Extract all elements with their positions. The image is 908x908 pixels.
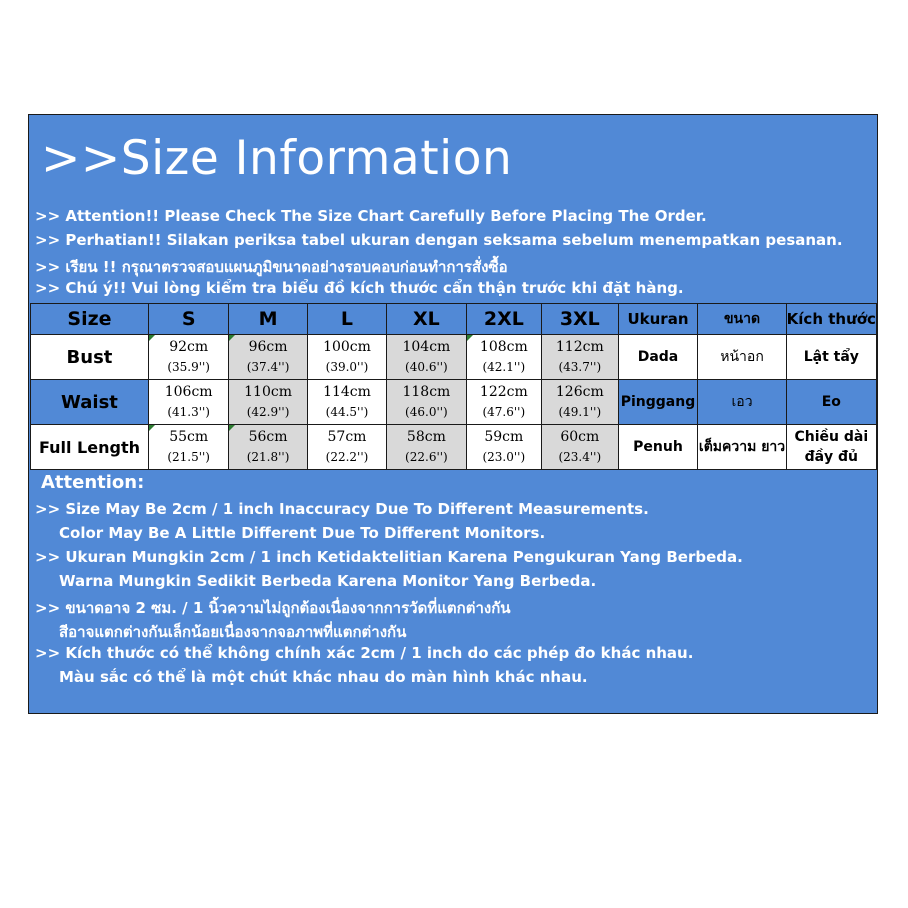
cell-waist-vi: Eo: [786, 380, 876, 425]
cell-length-3xl: 60cm (23.4''): [542, 425, 618, 470]
size-chart-table: [30, 303, 877, 470]
header-size-s: S: [148, 304, 228, 335]
attention-title: Attention:: [41, 472, 145, 493]
table-row-full-length: [31, 425, 877, 470]
cell-bust-2xl: 108cm (42.1''): [466, 335, 541, 380]
cell-bust-vi: Lật tẩy: [786, 335, 876, 380]
notice-english: >> Attention!! Please Check The Size Chart Carefully Before Placing The Order.: [35, 207, 707, 225]
attention-line: >> Size May Be 2cm / 1 inch Inaccuracy Due To Different Measurements.: [35, 500, 649, 518]
notice-indonesian: >> Perhatian!! Silakan periksa tabel ukuran dengan seksama sebelum menempatkan pesanan.: [35, 231, 843, 249]
header-size-3xl: 3XL: [542, 304, 618, 335]
cell-length-s: 55cm (21.5''): [148, 425, 228, 470]
table-row-bust: [31, 335, 877, 380]
cell-bust-s: 92cm (35.9''): [148, 335, 228, 380]
cell-bust-l: 100cm (39.0''): [307, 335, 386, 380]
size-info-panel: [28, 114, 878, 714]
page-title: >>Size Information: [41, 131, 513, 186]
cell-bust-m: 96cm (37.4''): [229, 335, 307, 380]
cell-length-2xl: 59cm (23.0''): [466, 425, 541, 470]
row-label-bust: Bust: [31, 335, 149, 380]
cell-bust-id: Dada: [618, 335, 698, 380]
attention-line: >> ขนาดอาจ 2 ซม. / 1 นิ้วความไม่ถูกต้องเนื่องจากการวัดที่แตกต่างกัน: [35, 599, 511, 617]
header-size-m: M: [229, 304, 307, 335]
cell-length-xl: 58cm (22.6''): [387, 425, 466, 470]
cell-length-id: Penuh: [618, 425, 698, 470]
cell-waist-id: Pinggang: [618, 380, 698, 425]
attention-line: Warna Mungkin Sedikit Berbeda Karena Monitor Yang Berbeda.: [59, 572, 597, 590]
cell-waist-l: 114cm (44.5''): [307, 380, 386, 425]
header-thai-size: ขนาด: [698, 304, 786, 335]
attention-line: >> Ukuran Mungkin 2cm / 1 inch Ketidaktelitian Karena Pengukuran Yang Berbeda.: [35, 548, 743, 566]
header-size-2xl: 2XL: [466, 304, 541, 335]
attention-line: Màu sắc có thể là một chút khác nhau do màn hình khác nhau.: [59, 668, 588, 686]
cell-waist-th: เอว: [698, 380, 786, 425]
cell-waist-xl: 118cm (46.0''): [387, 380, 466, 425]
table-header-row: [31, 304, 877, 335]
cell-bust-3xl: 112cm (43.7''): [542, 335, 618, 380]
header-kich-thuoc: Kích thước: [786, 304, 876, 335]
cell-bust-th: หน้าอก: [698, 335, 786, 380]
cell-length-l: 57cm (22.2''): [307, 425, 386, 470]
row-label-full-length: Full Length: [31, 425, 149, 470]
notice-vietnamese: >> Chú ý!! Vui lòng kiểm tra biểu đồ kích thước cẩn thận trước khi đặt hàng.: [35, 279, 684, 297]
cell-length-vi: Chiều dài đầy đủ: [786, 425, 876, 470]
header-size: Size: [31, 304, 149, 335]
header-size-xl: XL: [387, 304, 466, 335]
cell-length-th: เต็มความ ยาว: [698, 425, 786, 470]
attention-line: >> Kích thước có thể không chính xác 2cm / 1 inch do các phép đo khác nhau.: [35, 644, 694, 662]
notice-thai: >> เรียน !! กรุณาตรวจสอบแผนภูมิขนาดอย่างรอบคอบก่อนทำการสั่งซื้อ: [35, 258, 508, 276]
attention-line: สีอาจแตกต่างกันเล็กน้อยเนื่องจากจอภาพที่แตกต่างกัน: [59, 623, 407, 641]
cell-waist-s: 106cm (41.3''): [148, 380, 228, 425]
row-label-waist: Waist: [31, 380, 149, 425]
cell-length-m: 56cm (21.8''): [229, 425, 307, 470]
table-row-waist: [31, 380, 877, 425]
cell-bust-xl: 104cm (40.6''): [387, 335, 466, 380]
header-ukuran: Ukuran: [618, 304, 698, 335]
cell-waist-2xl: 122cm (47.6''): [466, 380, 541, 425]
attention-line: Color May Be A Little Different Due To Different Monitors.: [59, 524, 546, 542]
header-size-l: L: [307, 304, 386, 335]
cell-waist-m: 110cm (42.9''): [229, 380, 307, 425]
cell-waist-3xl: 126cm (49.1''): [542, 380, 618, 425]
